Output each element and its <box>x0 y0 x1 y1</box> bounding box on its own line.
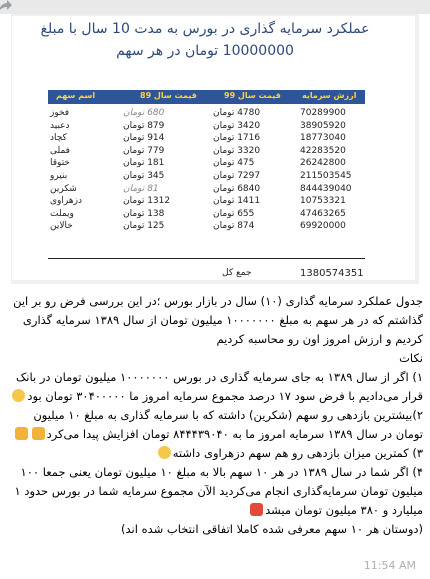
capital-value-cell: 42283520 <box>300 145 346 156</box>
capital-value-cell: 844439040 <box>300 183 352 194</box>
price-89-cell: 914 تومان <box>123 133 165 144</box>
table-header <box>48 90 365 104</box>
price-99-cell: 3420 تومان <box>213 120 261 131</box>
header-capital-value: ارزش سرمایه <box>302 91 357 100</box>
price-89-cell: 125 تومان <box>123 221 165 232</box>
message-note-3: ۳) کمترین میزان بازدهی رو هم سهم دزهراوی داشته <box>6 444 423 463</box>
money-bag-emoji-icon <box>15 427 28 440</box>
total-label: جمع کل <box>222 268 252 278</box>
capital-value-cell: 26242800 <box>300 158 346 169</box>
stock-name-cell: فملی <box>50 145 70 156</box>
price-99-cell: 874 تومان <box>213 221 255 232</box>
header-price-89: قیمت سال 89 <box>140 91 197 100</box>
red-alert-emoji-icon <box>250 503 263 516</box>
stock-name-cell: خالاین <box>50 221 73 232</box>
capital-value-cell: 69920000 <box>300 221 346 232</box>
sad-face-emoji-icon <box>158 446 171 459</box>
capital-value-cell: 47463265 <box>300 208 346 219</box>
thumbs-up-emoji-icon <box>12 389 25 402</box>
price-99-cell: 1716 تومان <box>213 133 261 144</box>
price-99-cell: 7297 تومان <box>213 171 261 181</box>
stock-name-cell: دعبید <box>50 120 70 131</box>
capital-value-cell: 10753321 <box>300 196 346 207</box>
title-line-1: عملکرد سرمایه گذاری در بورس به مدت 10 سال با مبلغ <box>40 21 370 37</box>
capital-value-cell: 38905920 <box>300 120 346 131</box>
message-notes-heading: نکات <box>399 351 423 365</box>
title-line-2: 10000000 تومان در هر سهم <box>116 43 294 59</box>
price-99-cell: 6840 تومان <box>213 183 261 194</box>
forward-arrow-icon[interactable] <box>0 0 14 15</box>
price-89-cell: 879 تومان <box>123 120 165 131</box>
stock-name-cell: فخوز <box>50 108 70 118</box>
price-89-cell: 181 تومان <box>123 158 165 169</box>
message-disclaimer: (دوستان هر ۱۰ سهم معرفی شده کاملا اتفاقی انتخاب شده اند) <box>121 522 423 536</box>
price-89-cell: 779 تومان <box>123 145 165 156</box>
message-paragraph-intro: جدول عملکرد سرمایه گذاری (۱۰) سال در بازار بورس ؛در این بررسی فرض رو بر این گذاشتم که در هر سهم به مبلغ ۱۰۰۰۰۰۰۰ میلیون تومان از سال ۱۳۸۹ سرمایه گذاری کردیم و ارزش امروز اون رو محاسبه کردیم <box>13 294 423 346</box>
price-99-cell: 1411 تومان <box>213 196 261 207</box>
stock-name-cell: کچاد <box>50 133 67 144</box>
header-price-99: قیمت سال 99 <box>224 91 281 100</box>
price-99-cell: 4780 تومان <box>213 108 261 118</box>
price-89-cell: 1312 تومان <box>123 196 171 207</box>
message-note-2: ۲)بیشترین بازدهی رو سهم (شکرین) داشته که با سرمایه گذاری به مبلغ ۱۰ میلیون تومان در سال ۱۳۸۹ سرمایه امروز ما به ۸۴۴۴۳۹۰۴۰ تومان افزایش پیدا می‌کرد <box>6 406 423 444</box>
top-bar <box>0 0 430 14</box>
stock-name-cell: شکرین <box>50 183 77 194</box>
capital-value-cell: 18773040 <box>300 133 346 144</box>
stock-name-cell: ختوقا <box>50 158 70 169</box>
money-bag-emoji-icon <box>32 427 45 440</box>
capital-value-cell: 70289900 <box>300 108 346 118</box>
header-stock-name: اسم سهم <box>56 91 96 100</box>
price-89-cell: 345 تومان <box>123 171 165 181</box>
price-99-cell: 3320 تومان <box>213 145 261 156</box>
price-89-cell: 680 تومان <box>123 108 165 118</box>
stock-name-cell: بنیرو <box>50 171 68 181</box>
table-title <box>40 20 370 60</box>
price-99-cell: 475 تومان <box>213 158 255 169</box>
table-bottom-rule <box>48 258 365 259</box>
message-note-4: ۴) اگر شما در سال ۱۳۸۹ در هر ۱۰ سهم بالا به مبلغ ۱۰ میلیون تومان یعنی جمعا ۱۰۰ میلیون تومان سرمایه‌گذاری انجام می‌کردید الآن مجموع سرمایه شما در بورس حدود ۱ میلیارد و ۳۸۰ میلیون تومان میشد <box>14 465 423 517</box>
message-text <box>6 292 423 539</box>
price-99-cell: 655 تومان <box>213 208 255 219</box>
message-note-1: ۱) اگر از سال ۱۳۸۹ به جای سرمایه گذاری در بورس ۱۰۰۰۰۰۰۰ میلیون تومان در بانک قرار می‌دادیم با فرض سود ۱۷ درصد مجموع سرمایه امروز ما ۳۰۴۰۰۰۰۰ تومان بود <box>6 368 423 406</box>
stock-name-cell: دزهراوی <box>50 196 82 207</box>
price-89-cell: 81 تومان <box>123 183 159 194</box>
price-89-cell: 138 تومان <box>123 208 165 219</box>
capital-value-cell: 211503545 <box>300 171 352 181</box>
total-value: 1380574351 <box>300 268 364 279</box>
message-timestamp: 11:54 AM <box>363 559 416 572</box>
stock-name-cell: ویملت <box>50 208 74 219</box>
